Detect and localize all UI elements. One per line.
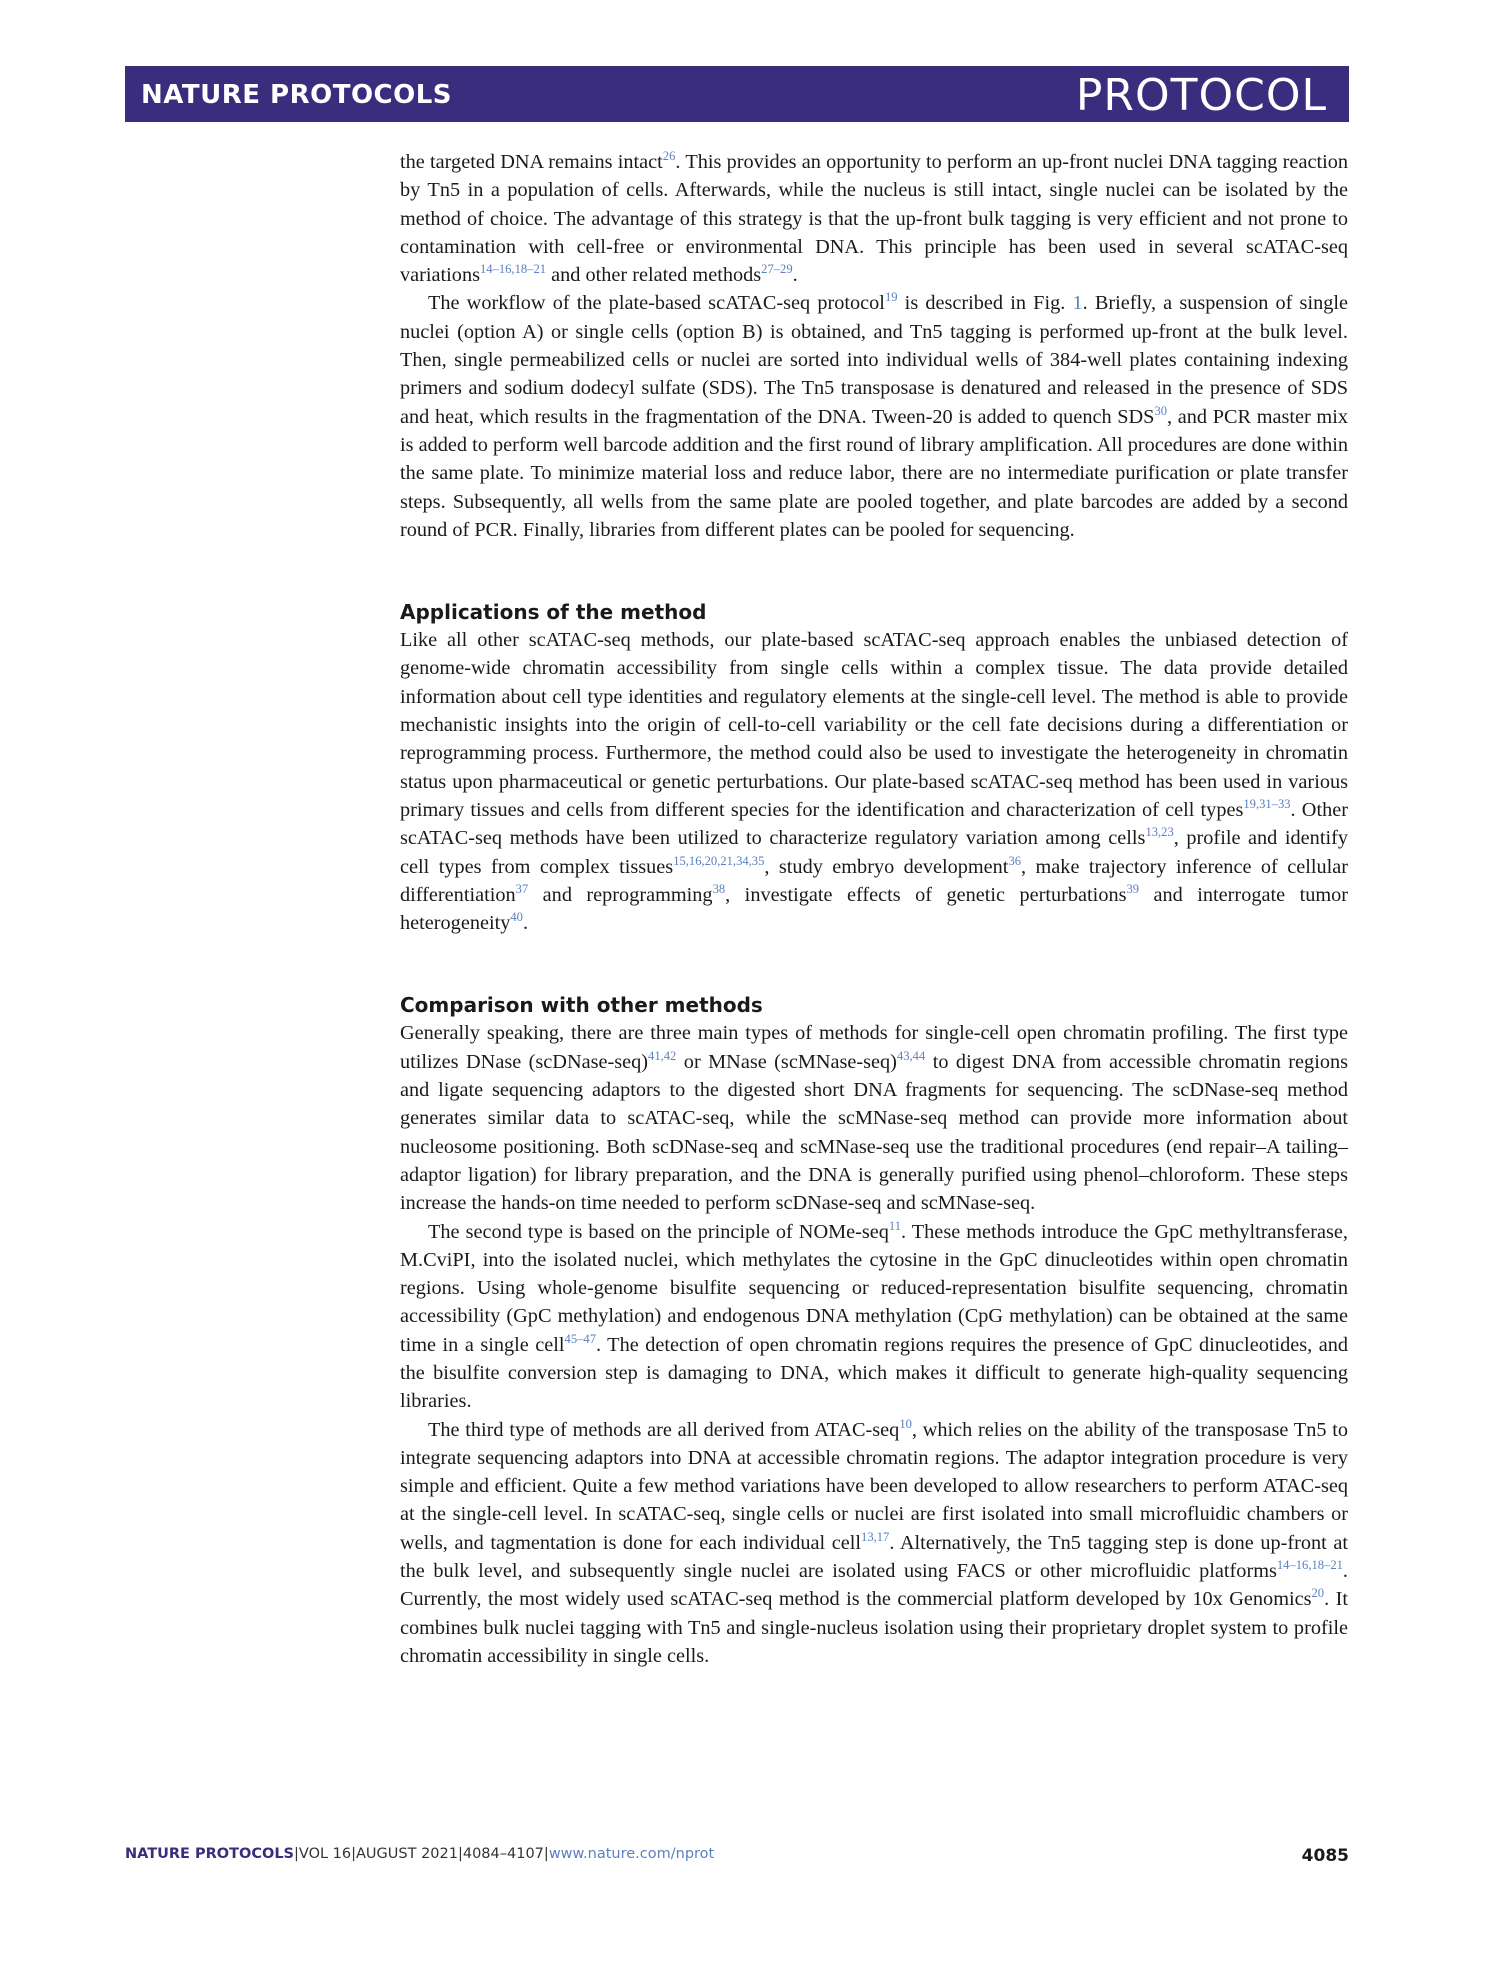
body-paragraph [400,1218,1348,1416]
page-number: 4085 [1301,1846,1349,1866]
citation-superscript[interactable]: 45–47 [564,1331,596,1346]
text-run: Generally speaking, there are three main types of methods for single-cell open chromatin profiling. The first type utilizes DNase (scDNase-seq) [400,1022,1348,1073]
citation-superscript[interactable]: 15,16,20,21,34,35 [673,853,765,868]
citation-superscript[interactable]: 26 [662,149,676,164]
citation-superscript[interactable]: 20 [1311,1586,1325,1601]
text-run: is described in Fig. [897,292,1073,315]
text-run: , study embryo development [764,855,1009,878]
citation-superscript[interactable]: 13,23 [1145,825,1174,840]
footer-journal: NATURE PROTOCOLS [125,1846,295,1862]
text-run: . Briefly, a suspension of single nuclei (option A) or single cells (option B) is obtained, and Tn5 tagging is performed up-front at the bulk level. Then, single permeabilized cells or nuclei are sorted into individual wells of 384-well plates containing indexing primers and sodium dodecyl sulfate (SDS). The Tn5 transposase is denatured and released in the presence of SDS and heat, which results in the fragmentation of the DNA. Tween-20 is added to quench SDS [400,292,1348,428]
citation-superscript[interactable]: 27–29 [761,262,793,277]
body-paragraph [400,148,1348,289]
text-run: . Alternatively, the Tn5 tagging step is done up-front at the bulk level, and subsequently single nuclei are isolated using FACS or other microfluidic platforms [400,1531,1349,1583]
text-run: the targeted DNA remains intact [400,151,663,173]
text-run: . These methods introduce the GpC methyltransferase, M.CviPI, into the isolated nuclei, which methylates the cytosine in the GpC dinucleotides within open chromatin regions. Using whole-genome bisulfite sequencing or reduced-representation bisulfite sequencing, chromatin accessibility (GpC methylation) and endogenous DNA methylation (CpG methylation) can be obtained at the same time in a single cell [400,1220,1349,1356]
text-run: . [792,264,798,287]
text-run: and interrogate tumor heterogeneity [400,883,1349,935]
text-run: . Other scATAC-seq methods have been utilized to characterize regulatory variation among cells [400,798,1348,850]
section-gap [400,937,1348,991]
citation-superscript[interactable]: 19 [884,290,898,305]
footer-date: AUGUST 2021 [356,1846,458,1862]
footer-separator: | [543,1846,549,1862]
citation-superscript[interactable]: 13,17 [861,1529,890,1544]
citation-superscript[interactable]: 41,42 [648,1048,677,1063]
footer-volume: VOL 16 [298,1846,352,1862]
text-run: The workflow of the plate-based scATAC-seq protocol [428,292,885,315]
text-run: and other related methods [546,264,762,287]
article-type-label: PROTOCOL [1075,70,1327,121]
section-heading: Comparison with other methods [400,993,763,1018]
text-run: . This provides an opportunity to perform an up-front nuclei DNA tagging reaction by Tn5 in a population of cells. Afterwards, while the nucleus is still intact, single nuclei can be isolated by the method of choice. The advantage of this strategy is that the up-front bulk tagging is very efficient and not prone to contamination with cell-free or environmental DNA. This principle has been used in several scATAC-seq variations [400,151,1348,287]
text-run: to digest DNA from accessible chromatin regions and ligate sequencing adaptors to the digested short DNA fragments for sequencing. The scDNase-seq method generates similar data to scATAC-seq, while the scMNase-seq method can provide more information about nucleosome positioning. Both scDNase-seq and scMNase-seq use the traditional procedures (end repair–A tailing–adaptor ligation) for library preparation, and the DNA is generally purified using phenol–chloroform. These steps increase the hands-on time needed to perform scDNase-seq and scMNase-seq. [400,1050,1348,1215]
footer-separator: | [457,1846,463,1862]
body-paragraph [400,289,1348,544]
text-run: The second type is based on the principle of NOMe-seq [428,1220,889,1243]
citation-superscript[interactable]: 39 [1126,882,1140,897]
body-paragraph [400,1416,1348,1671]
text-run: , which relies on the ability of the transposase Tn5 to integrate sequencing adaptors into DNA at accessible chromatin regions. The adaptor integration procedure is very simple and efficient. Quite a few method variations have been developed to allow researchers to perform ATAC-seq at the single-cell level. In scATAC-seq, single cells or nuclei are first isolated into small microfluidic chambers or wells, and tagmentation is done for each individual cell [400,1418,1348,1554]
text-run: . It combines bulk nuclei tagging with Tn5 and single-nucleus isolation using their proprietary droplet system to profile chromatin accessibility in single cells. [400,1588,1348,1667]
footer-separator: | [351,1846,357,1862]
citation-superscript[interactable]: 30 [1154,403,1168,418]
journal-header-bar [125,66,1349,122]
citation-superscript[interactable]: 40 [510,910,523,925]
text-run: . The detection of open chromatin regions requires the presence of GpC dinucleotides, and the bisulfite conversion step is damaging to DNA, which makes it difficult to generate high-quality sequencing libraries. [400,1333,1348,1413]
text-run: , make trajectory inference of cellular differentiation [400,855,1349,906]
article-body [400,148,1348,1670]
body-paragraph [400,626,1348,937]
citation-superscript[interactable]: 14–16,18–21 [1276,1558,1343,1573]
text-run: , and PCR master mix is added to perform well barcode addition and the first round of library amplification. All procedures are done within the same plate. To minimize material loss and reduce labor, there are no intermediate purification or plate transfer steps. Subsequently, all wells from the same plate are pooled together, and plate barcodes are added by a second round of PCR. Finally, libraries from different plates can be pooled for sequencing. [400,405,1348,541]
citation-superscript[interactable]: 36 [1008,853,1022,868]
footer-pages: 4084–4107 [462,1846,544,1862]
citation-superscript[interactable]: 10 [899,1416,912,1431]
section-heading: Applications of the method [400,600,707,625]
footer-url-link[interactable]: www.nature.com/nprot [548,1846,715,1862]
text-run: Like all other scATAC-seq methods, our plate-based scATAC-seq approach enables the unbiased detection of genome-wide chromatin accessibility from single cells within a complex tissue. The data provide detailed information about cell type identities and regulatory elements at the single-cell level. The method is able to provide mechanistic insights into the origin of cell-to-cell variability or the cell fate decisions during a differentiation or reprogramming process. Furthermore, the method could also be used to investigate the heterogeneity in chromatin status upon pharmaceutical or genetic perturbations. Our plate-based scATAC-seq method has been used in various primary tissues and cells from different species for the identification and characterization of cell types [400,629,1348,821]
section-gap [400,544,1348,598]
text-run: and reprogramming [528,883,713,906]
text-run: , investigate effects of genetic perturbations [725,883,1127,906]
figure-reference-link[interactable]: 1 [1072,292,1083,315]
text-run: , profile and identify cell types from complex tissues [400,827,1348,878]
journal-name: NATURE PROTOCOLS [141,80,453,110]
citation-superscript[interactable]: 38 [712,882,726,897]
body-paragraph [400,1019,1348,1217]
citation-superscript[interactable]: 14–16,18–21 [479,262,547,277]
page-footer [125,1846,1349,1870]
text-run: . [522,912,529,935]
footer-separator: | [294,1846,299,1862]
citation-superscript[interactable]: 11 [888,1218,902,1233]
citation-superscript[interactable]: 19,31–33 [1243,797,1291,812]
text-run: or MNase (scMNase-seq) [676,1050,897,1073]
text-run: The third type of methods are all derived from ATAC-seq [428,1418,900,1441]
citation-superscript[interactable]: 37 [515,882,529,897]
citation-superscript[interactable]: 43,44 [896,1048,926,1063]
text-run: . Currently, the most widely used scATAC-seq method is the commercial platform developed by 10x Genomics [400,1560,1348,1611]
